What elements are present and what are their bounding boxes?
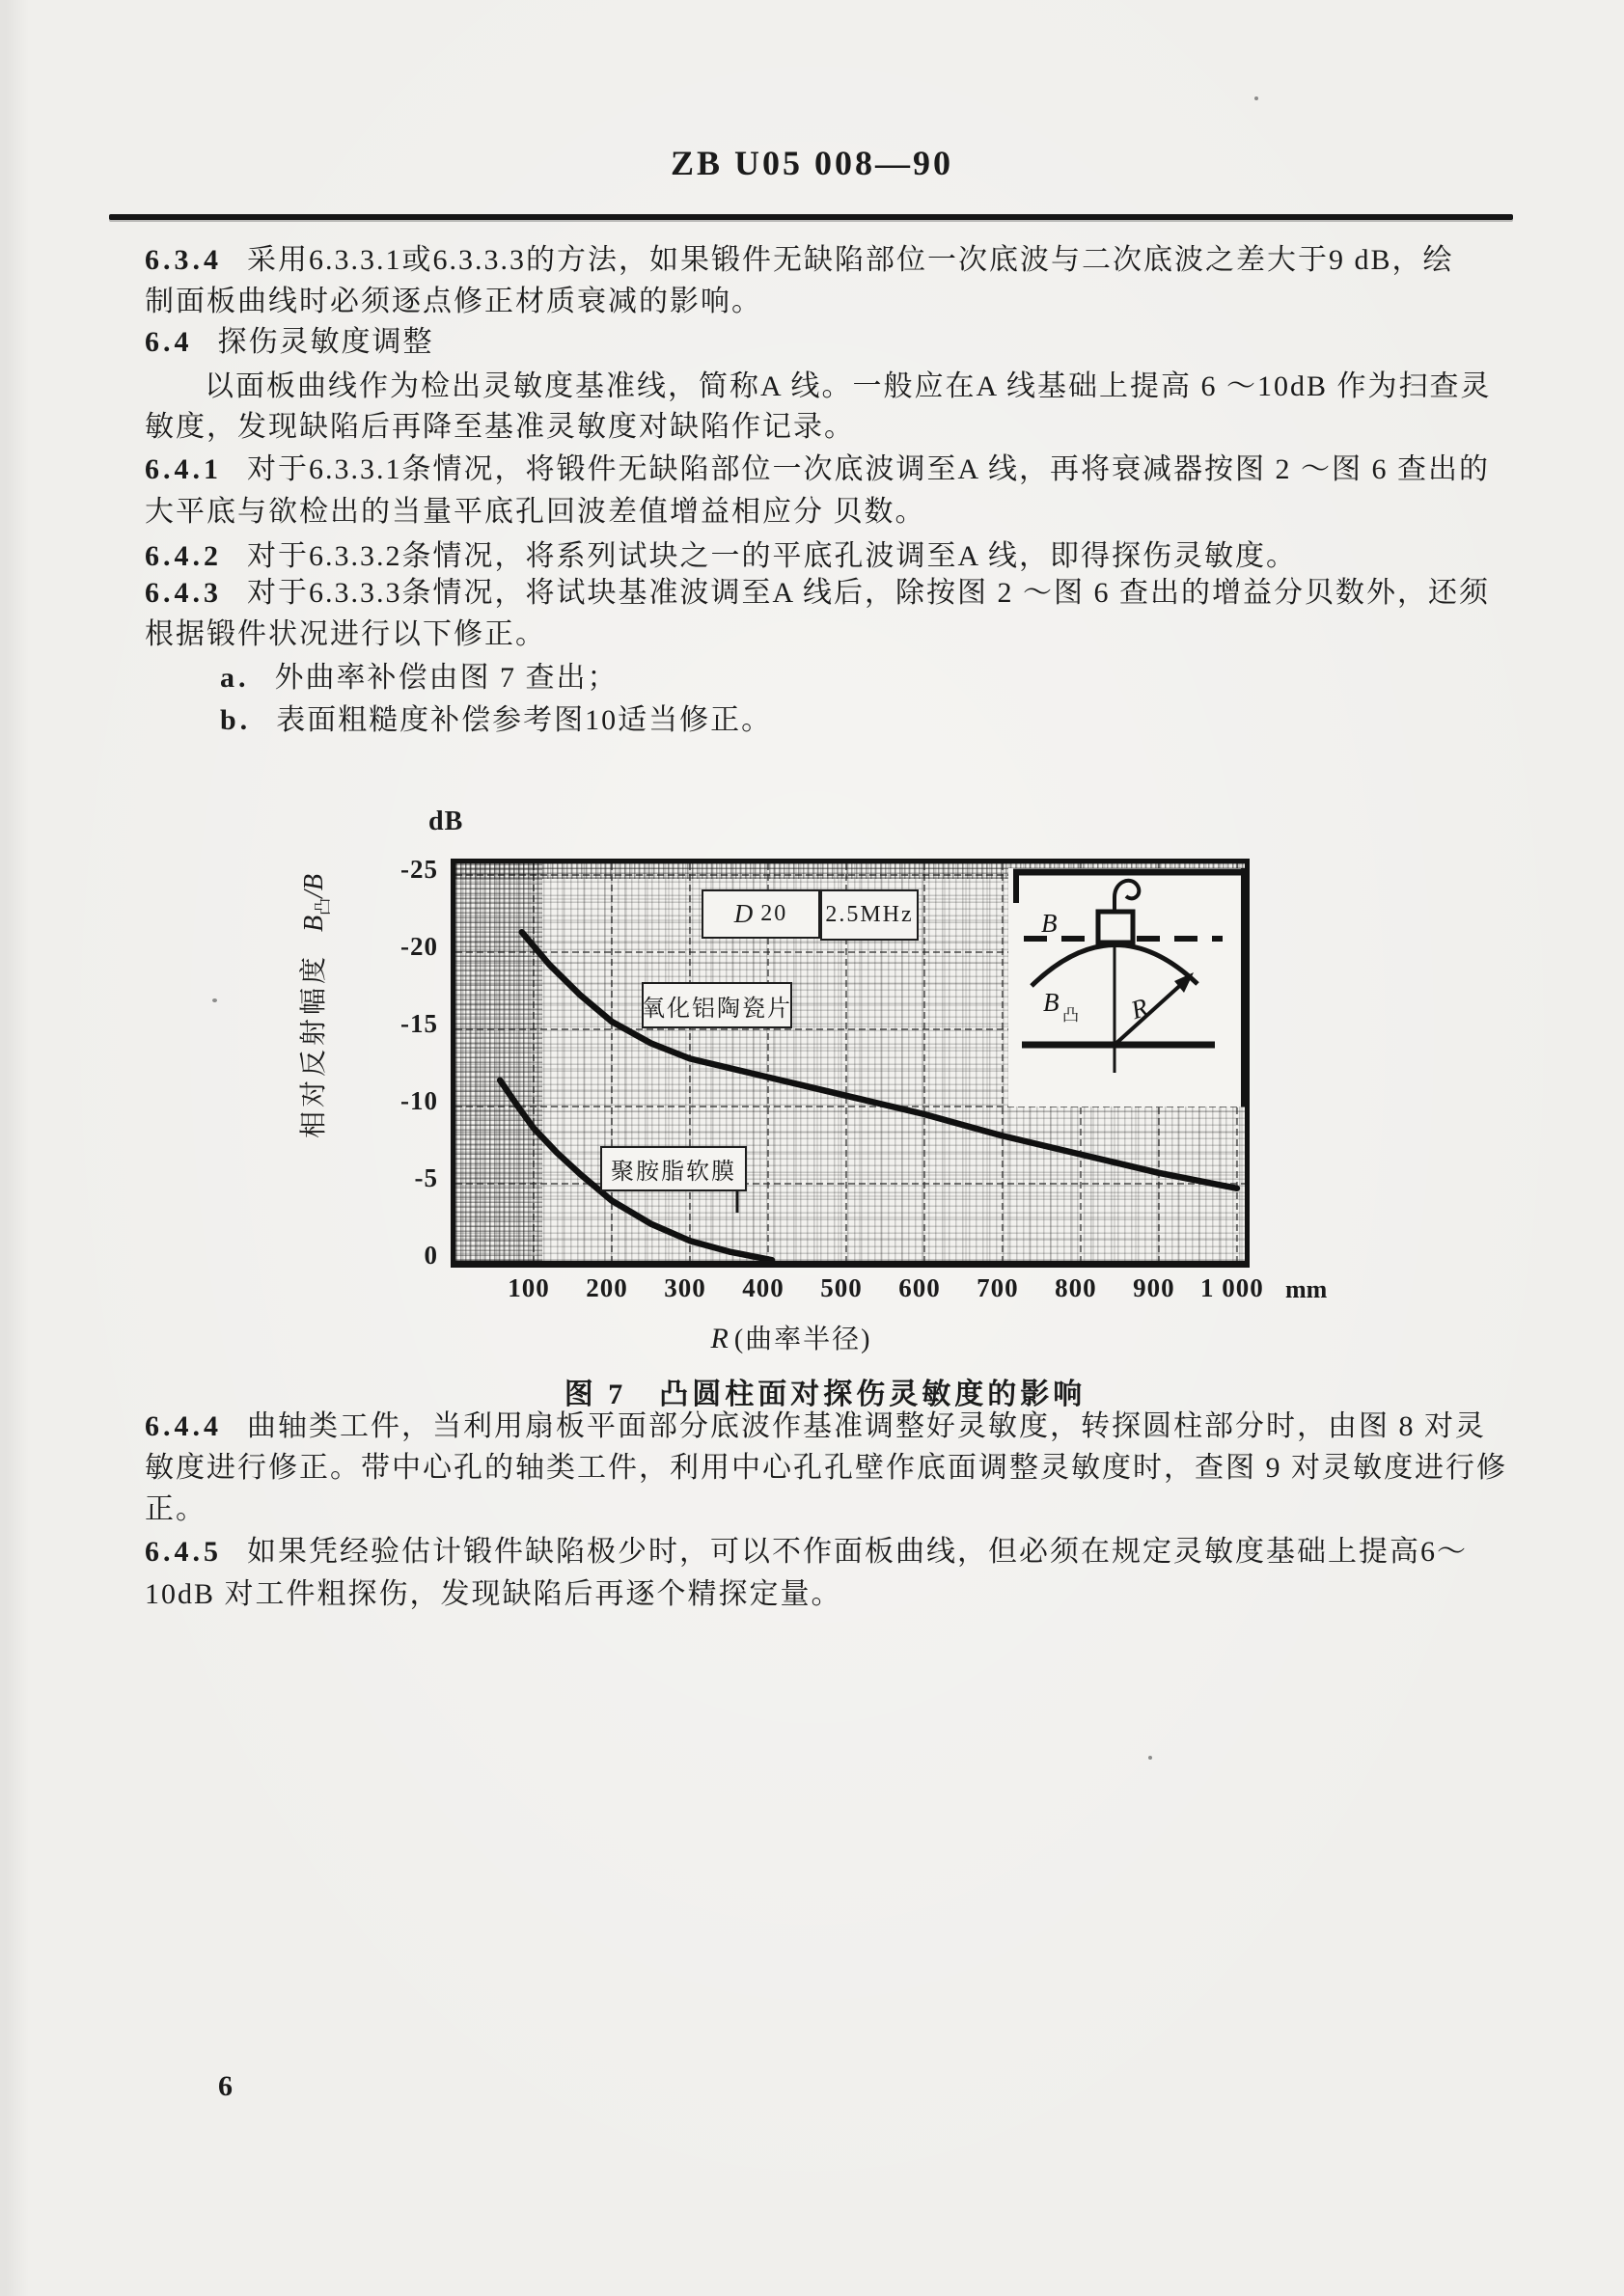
body-line: 6.4.5 如果凭经验估计锻件缺陷极少时，可以不作面板曲线，但必须在规定灵敏度基础上提高6～ [145, 1536, 1468, 1568]
curve-label-alumina-ceramic: 氧化铝陶瓷片 [642, 982, 792, 1028]
y-tick-label: -15 [400, 1009, 438, 1038]
body-line: 以面板曲线作为检出灵敏度基准线，简称A 线。一般应在A 线基础上提高 6 ～10dB 作为扫查灵 [205, 370, 1492, 402]
header-rule [109, 214, 1513, 220]
body-line: 敏度，发现缺陷后再降至基准灵敏度对缺陷作记录。 [145, 411, 855, 443]
body-line-item-b: b. 表面粗糙度补偿参考图10适当修正。 [220, 704, 773, 736]
x-tick-label: 400 [742, 1273, 784, 1302]
y-tick-label: -10 [400, 1086, 438, 1115]
inset-label-b-convex: B [1043, 988, 1060, 1017]
probe-geometry-inset [1008, 868, 1247, 1107]
y-tick-label: -25 [400, 855, 438, 884]
body-line: 正。 [145, 1493, 206, 1525]
body-line: 根据锻件状况进行以下修正。 [145, 618, 546, 650]
inset-label-b-convex-sub: 凸 [1062, 1006, 1079, 1025]
x-tick-label: 600 [898, 1273, 941, 1302]
x-axis-title: R (曲率半径) [710, 1323, 872, 1354]
x-tick-label: 700 [977, 1273, 1019, 1302]
body-line: 6.3.4 采用6.3.3.1或6.3.3.3的方法，如果锻件无缺陷部位一次底波与二次底波之差大于9 dB，绘 [145, 244, 1454, 276]
x-tick-label: 800 [1055, 1273, 1097, 1302]
y-axis-unit-label: dB [428, 806, 464, 836]
frequency-annotation: 2.5MHz [820, 889, 919, 941]
x-axis-unit-label: mm [1285, 1275, 1328, 1303]
body-line: 制面板曲线时必须逐点修正材质衰减的影响。 [145, 286, 762, 317]
y-axis-title: 相对反射幅度 $B_凸/B$ [299, 873, 333, 1138]
x-tick-label: 1 000 [1200, 1273, 1264, 1302]
x-tick-label: 200 [586, 1273, 628, 1302]
body-line: 6.4 探伤灵敏度调整 [145, 326, 434, 358]
x-tick-label: 500 [820, 1273, 863, 1302]
y-tick-label: 0 [424, 1241, 438, 1270]
document-number-header: ZB U05 008—90 [670, 144, 954, 182]
curve-label-polyurethane-film: 聚胺脂软膜 [600, 1146, 747, 1191]
body-line: 6.4.1 对于6.3.3.1条情况，将锻件无缺陷部位一次底波调至A 线，再将衰减器按图 2 ～图 6 查出的 [145, 453, 1491, 485]
probe-geometry-diagram [1008, 868, 1247, 1107]
scan-speck [1148, 1756, 1152, 1760]
body-line: 6.4.3 对于6.3.3.3条情况，将试块基准波调至A 线后，除按图 2 ～图 6 查出的增益分贝数外，还须 [145, 577, 1491, 609]
body-line: 6.4.2 对于6.3.3.2条情况，将系列试块之一的平底孔波调至A 线，即得探伤灵敏度。 [145, 540, 1298, 572]
body-line: 敏度进行修正。带中心孔的轴类工件，利用中心孔孔壁作底面调整灵敏度时，查图 9 对灵敏度进行修 [145, 1452, 1507, 1484]
body-line-item-a: a. 外曲率补偿由图 7 查出； [220, 662, 619, 694]
probe-diameter-annotation: D 20 [702, 889, 820, 939]
inset-label-r: R [1127, 992, 1152, 1025]
body-line: 10dB 对工件粗探伤，发现缺陷后再逐个精探定量。 [145, 1578, 842, 1610]
chart-plot-area [451, 859, 1250, 1268]
page-number: 6 [218, 2070, 233, 2102]
body-line: 6.4.4 曲轴类工件，当利用扇板平面部分底波作基准调整好灵敏度，转探圆柱部分时，由图 8 对灵 [145, 1410, 1486, 1442]
scan-speck [212, 998, 217, 1002]
scan-speck [1254, 96, 1258, 100]
body-line: 大平底与欲检出的当量平底孔回波差值增益相应分 贝数。 [145, 496, 926, 528]
figure-caption: 图 7 凸圆柱面对探伤灵敏度的影响 [564, 1379, 1087, 1410]
scan-dense-band-left [455, 863, 542, 1261]
x-tick-label: 900 [1133, 1273, 1175, 1302]
y-tick-label: -20 [400, 932, 438, 961]
x-tick-label: 300 [664, 1273, 706, 1302]
x-tick-label: 100 [508, 1273, 550, 1302]
inset-label-b: B [1041, 909, 1058, 938]
y-tick-label: -5 [414, 1163, 438, 1192]
